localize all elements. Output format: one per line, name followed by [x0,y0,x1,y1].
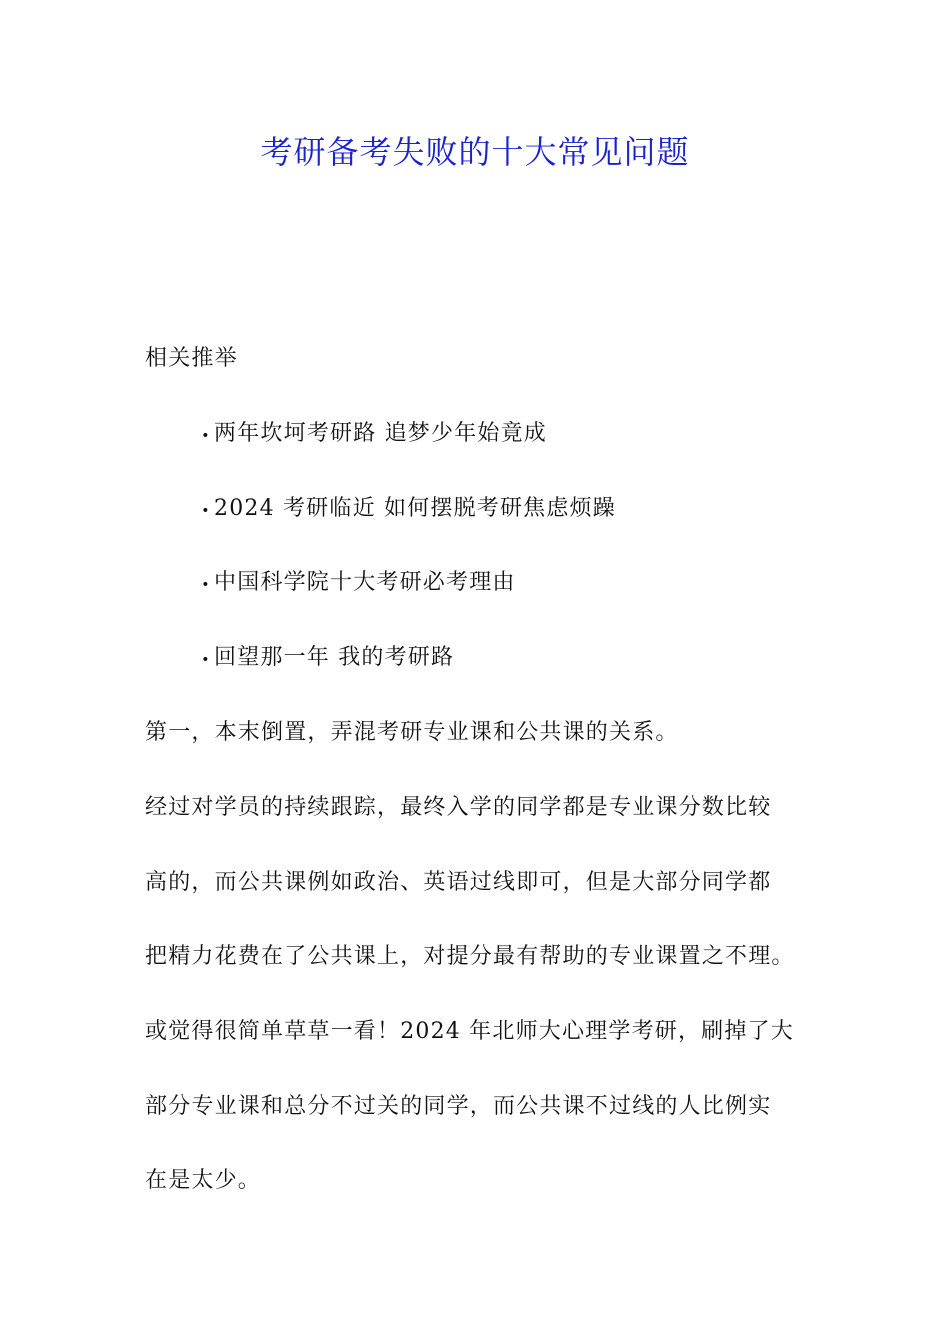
bullet-icon: • [201,652,211,668]
related-item-label: 回望那一年 我的考研路 [214,645,455,670]
related-item-label: 两年坎坷考研路 追梦少年始竟成 [214,421,547,446]
related-item[interactable] [198,643,454,675]
related-item-label: 2024 考研临近 如何摆脱考研焦虑烦躁 [214,496,616,521]
paragraph-line: 把精力花费在了公共课上，对提分最有帮助的专业课置之不理。 [145,944,795,969]
related-item[interactable] [198,568,516,600]
related-item[interactable] [198,419,547,451]
section-heading: 第一，本末倒置，弄混考研专业课和公共课的关系。 [145,720,679,745]
related-item-label: 中国科学院十大考研必考理由 [214,570,516,595]
paragraph-line: 在是太少。 [145,1168,262,1193]
paragraph-line: 部分专业课和总分不过关的同学，而公共课不过线的人比例实 [145,1094,772,1119]
paragraph-line: 或觉得很简单草草一看！2024 年北师大心理学考研，刷掉了大 [145,1019,794,1044]
paragraph-line: 经过对学员的持续跟踪，最终入学的同学都是专业课分数比较 [145,795,772,820]
paragraph-line: 高的，而公共课例如政治、英语过线即可，但是大部分同学都 [145,870,772,895]
document-title: 考研备考失败的十大常见问题 [260,133,690,171]
bullet-icon: • [201,503,211,519]
related-heading: 相关推举 [145,346,238,371]
related-item[interactable] [198,494,616,526]
bullet-icon: • [201,577,211,593]
bullet-icon: • [201,428,211,444]
